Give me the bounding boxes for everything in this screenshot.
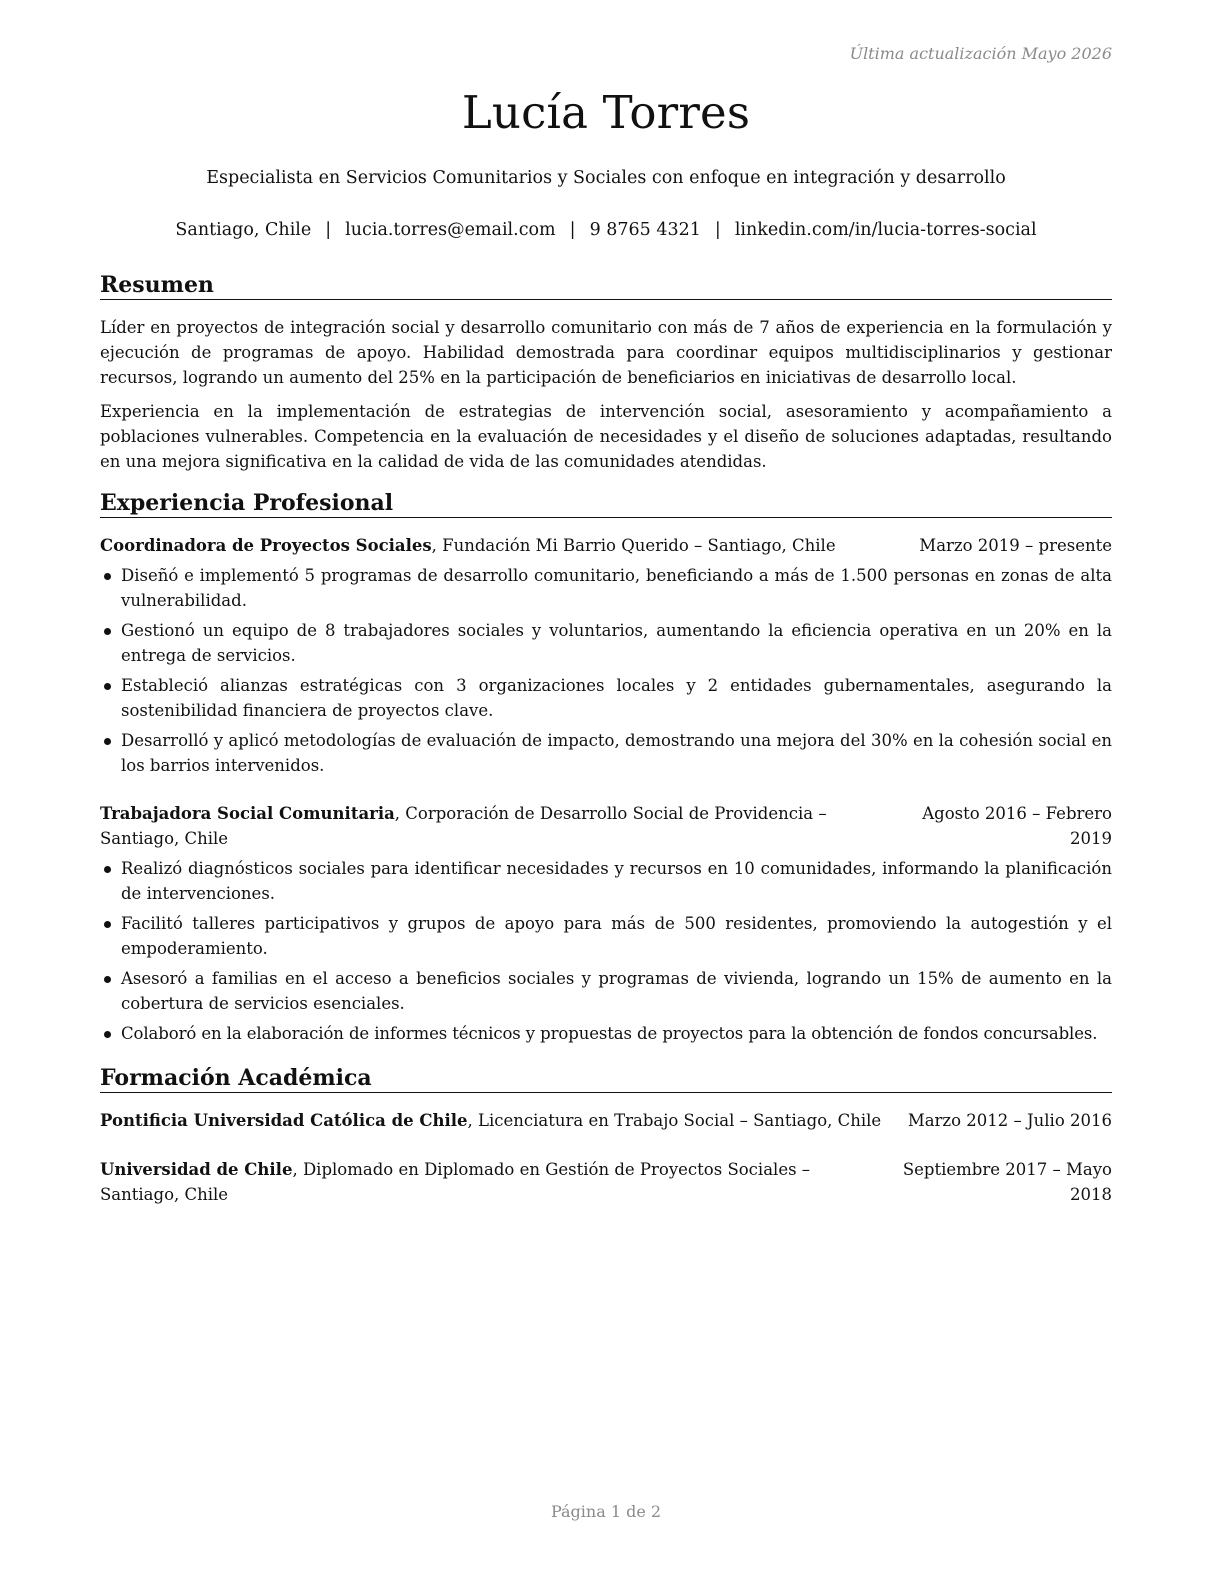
- bullet-icon: [104, 738, 111, 745]
- education-institution: Universidad de Chile: [100, 1160, 293, 1179]
- education-dates-end: 2018: [1070, 1185, 1112, 1204]
- summary-paragraph-2: Experiencia en la implementación de estrategias de intervención social, asesoramiento y acompañamiento a poblaciones vulnerables. Competencia en la evaluación de necesidades y el diseño de soluciones adaptadas, resultando en una mejora significativa en la calidad de vida de las comunidades atendidas.: [100, 402, 1112, 471]
- job-dates-end: 2019: [1070, 829, 1112, 848]
- last-updated: Última actualización Mayo 2026: [849, 44, 1112, 63]
- job-role: Trabajadora Social Comunitaria: [100, 804, 395, 823]
- job-header-1: [100, 533, 1112, 558]
- job-bullets-1: [100, 563, 1112, 783]
- summary-paragraph-1: Líder en proyectos de integración social y desarrollo comunitario con más de 7 años de experiencia en la formulación y ejecución de programas de apoyo. Habilidad demostrada para coordinar equipos multidisciplinarios y gestionar recursos, logrando un aumento del 25% en la participación de beneficiarios en iniciativas de desarrollo local.: [100, 318, 1112, 387]
- education-title-line: [100, 1157, 810, 1182]
- bullet-text: Diseñó e implementó 5 programas de desarrollo comunitario, beneficiando a más de 1.500 personas en zonas de alta vulnerabilidad.: [121, 566, 1112, 610]
- job-org: , Fundación Mi Barrio Querido – Santiago, Chile: [431, 536, 836, 555]
- contact-phone: 9 8765 4321: [589, 220, 701, 240]
- contact-line: [100, 220, 1112, 240]
- list-item: [100, 563, 1112, 613]
- bullet-text: Realizó diagnósticos sociales para identificar necesidades y recursos en 10 comunidades, informando la planificación de intervenciones.: [121, 859, 1112, 903]
- bullet-icon: [104, 976, 111, 983]
- bullet-text: Colaboró en la elaboración de informes técnicos y propuestas de proyectos para la obtención de fondos concursables.: [121, 1024, 1098, 1043]
- section-title-experience: Experiencia Profesional: [100, 490, 1112, 518]
- bullet-text: Gestionó un equipo de 8 trabajadores sociales y voluntarios, aumentando la eficiencia operativa en un 20% en la entrega de servicios.: [121, 621, 1112, 665]
- tagline: Especialista en Servicios Comunitarios y Sociales con enfoque en integración y desarrollo: [206, 168, 1006, 188]
- education-dates: Marzo 2012 – Julio 2016: [907, 1111, 1112, 1130]
- job-title-line: [100, 533, 836, 558]
- bullet-text: Asesoró a familias en el acceso a beneficios sociales y programas de vivienda, logrando un 15% de aumento en la cobertura de servicios esenciales.: [121, 969, 1112, 1013]
- contact-separator: |: [325, 220, 332, 240]
- list-item: [100, 1021, 1118, 1046]
- bullet-icon: [104, 921, 111, 928]
- bullet-text: Desarrolló y aplicó metodologías de evaluación de impacto, demostrando una mejora del 30% en la cohesión social en los barrios intervenidos.: [121, 731, 1112, 775]
- candidate-name: Lucía Torres: [461, 86, 751, 139]
- job-org: , Corporación de Desarrollo Social de Providencia –: [394, 804, 827, 823]
- education-dates: Septiembre 2017 – Mayo: [902, 1160, 1112, 1179]
- contact-separator: |: [569, 220, 576, 240]
- education-title-line: [100, 1108, 881, 1133]
- job-bullets-2: [100, 856, 1112, 1051]
- list-item: [100, 673, 1112, 723]
- list-item: [100, 911, 1112, 961]
- bullet-icon: [104, 683, 111, 690]
- bullet-icon: [104, 866, 111, 873]
- education-item-2: [100, 1157, 1112, 1207]
- education-detail: , Diplomado en Diplomado en Gestión de Proyectos Sociales –: [292, 1160, 811, 1179]
- contact-linkedin[interactable]: linkedin.com/in/lucia-torres-social: [734, 220, 1037, 240]
- list-item: [100, 856, 1112, 906]
- resume-page: [100, 0, 1112, 1584]
- contact-email[interactable]: lucia.torres@email.com: [345, 220, 556, 240]
- contact-separator: |: [714, 220, 721, 240]
- education-item-1: [100, 1108, 1112, 1133]
- bullet-text: Facilitó talleres participativos y grupos de apoyo para más de 500 residentes, promoviendo la autogestión y el empoderamiento.: [121, 914, 1112, 958]
- contact-location: Santiago, Chile: [175, 220, 312, 240]
- bullet-text: Estableció alianzas estratégicas con 3 organizaciones locales y 2 entidades gubernamentales, asegurando la sostenibilidad financiera de proyectos clave.: [121, 676, 1112, 720]
- bullet-icon: [104, 628, 111, 635]
- job-dates: Marzo 2019 – presente: [919, 536, 1112, 555]
- job-title-line: [100, 801, 827, 826]
- job-dates: Agosto 2016 – Febrero: [922, 804, 1112, 823]
- job-location: Santiago, Chile: [100, 829, 229, 848]
- list-item: [100, 618, 1112, 668]
- list-item: [100, 728, 1112, 778]
- bullet-icon: [104, 573, 111, 580]
- education-location: Santiago, Chile: [100, 1185, 229, 1204]
- job-header-2: [100, 801, 1112, 851]
- section-title-education: Formación Académica: [100, 1065, 1112, 1093]
- list-item: [100, 966, 1112, 1016]
- education-institution: Pontificia Universidad Católica de Chile: [100, 1111, 468, 1130]
- bullet-icon: [104, 1031, 111, 1038]
- section-title-summary: Resumen: [100, 272, 1112, 300]
- education-detail: , Licenciatura en Trabajo Social – Santiago, Chile: [467, 1111, 882, 1130]
- page-number: Página 1 de 2: [550, 1502, 662, 1521]
- job-role: Coordinadora de Proyectos Sociales: [100, 536, 432, 555]
